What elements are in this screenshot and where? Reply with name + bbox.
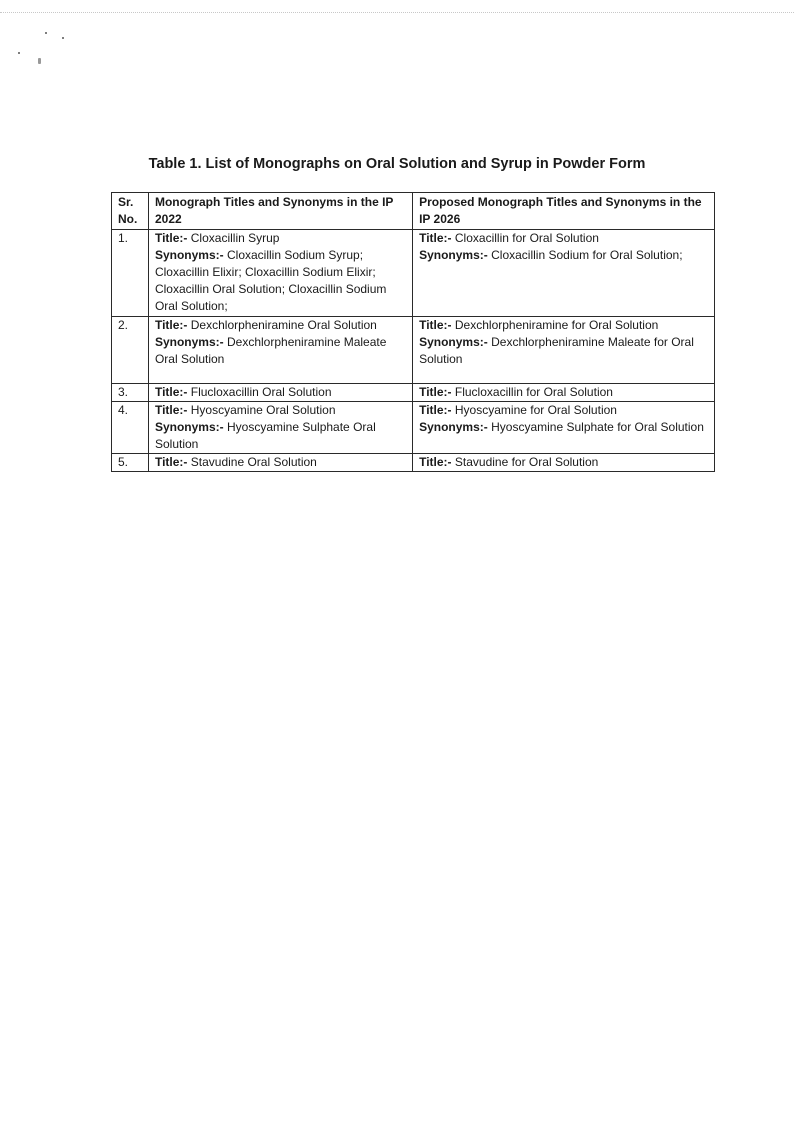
current-synonyms: Cloxacillin Sodium Syrup; Cloxacillin Elixir; Cloxacillin Sodium Elixir; Cloxacillin Oral Solution; Cloxacillin Sodium Oral Solution; (154, 248, 387, 313)
table-row (112, 317, 715, 384)
title-label: Title:- (154, 231, 188, 245)
title-label: Title:- (154, 455, 188, 469)
title-label: Title:- (419, 385, 452, 399)
title-label: Title:- (419, 318, 452, 332)
table-title: Table 1. List of Monographs on Oral Solution and Syrup in Powder Form (148, 156, 646, 172)
proposed-title: Flucloxacillin for Oral Solution (454, 385, 613, 399)
current-monograph-cell (148, 317, 412, 384)
proposed-title: Stavudine for Oral Solution (454, 455, 599, 469)
current-title: Cloxacillin Syrup (190, 231, 280, 245)
scan-speck (38, 58, 41, 64)
current-monograph-cell (148, 454, 412, 472)
proposed-title: Dexchlorpheniramine for Oral Solution (454, 318, 659, 332)
current-title: Flucloxacillin Oral Solution (190, 385, 332, 399)
scan-speck (45, 32, 47, 34)
current-monograph-cell (148, 230, 412, 317)
table-row (112, 384, 715, 402)
title-label: Title:- (154, 385, 188, 399)
table-row (112, 402, 715, 454)
proposed-title: Cloxacillin for Oral Solution (454, 231, 599, 245)
synonyms-label: Synonyms:- (419, 420, 488, 434)
header-ip-2026: Proposed Monograph Titles and Synonyms in the IP 2026 (413, 193, 715, 230)
proposed-monograph-cell (413, 384, 715, 402)
synonyms-label: Synonyms:- (419, 335, 488, 349)
proposed-title: Hyoscyamine for Oral Solution (454, 403, 617, 417)
scan-speck (62, 37, 64, 39)
current-title: Stavudine Oral Solution (190, 455, 317, 469)
proposed-monograph-cell (413, 317, 715, 384)
table-row (112, 230, 715, 317)
proposed-monograph-cell (413, 454, 715, 472)
current-synonyms: Hyoscyamine Sulphate Oral Solution (154, 420, 376, 451)
sr-no-cell: 5. (112, 454, 149, 472)
synonyms-label: Synonyms:- (154, 420, 224, 434)
sr-no-cell: 1. (112, 230, 149, 317)
monograph-table (111, 192, 715, 472)
current-title: Hyoscyamine Oral Solution (190, 403, 336, 417)
proposed-synonyms: Hyoscyamine Sulphate for Oral Solution (491, 420, 704, 434)
current-title: Dexchlorpheniramine Oral Solution (190, 318, 377, 332)
header-ip-2022: Monograph Titles and Synonyms in the IP 2022 (148, 193, 412, 230)
title-label: Title:- (154, 318, 188, 332)
current-synonyms: Dexchlorpheniramine Maleate Oral Solution (154, 335, 387, 366)
title-label: Title:- (419, 231, 452, 245)
scan-speck (18, 52, 20, 54)
sr-no-cell: 4. (112, 402, 149, 454)
header-sr-no: Sr. No. (112, 193, 149, 230)
proposed-synonyms: Cloxacillin Sodium for Oral Solution; (491, 248, 683, 262)
title-label: Title:- (154, 403, 188, 417)
proposed-monograph-cell (413, 402, 715, 454)
sr-no-cell: 2. (112, 317, 149, 384)
sr-no-cell: 3. (112, 384, 149, 402)
synonyms-label: Synonyms:- (154, 335, 224, 349)
title-label: Title:- (419, 403, 452, 417)
title-label: Title:- (419, 455, 452, 469)
current-monograph-cell (148, 384, 412, 402)
synonyms-label: Synonyms:- (419, 248, 488, 262)
current-monograph-cell (148, 402, 412, 454)
proposed-monograph-cell (413, 230, 715, 317)
scan-edge-line (0, 12, 794, 13)
proposed-synonyms: Dexchlorpheniramine Maleate for Oral Solution (419, 335, 694, 366)
table-header-row (112, 193, 715, 230)
table-row (112, 454, 715, 472)
synonyms-label: Synonyms:- (154, 248, 224, 262)
